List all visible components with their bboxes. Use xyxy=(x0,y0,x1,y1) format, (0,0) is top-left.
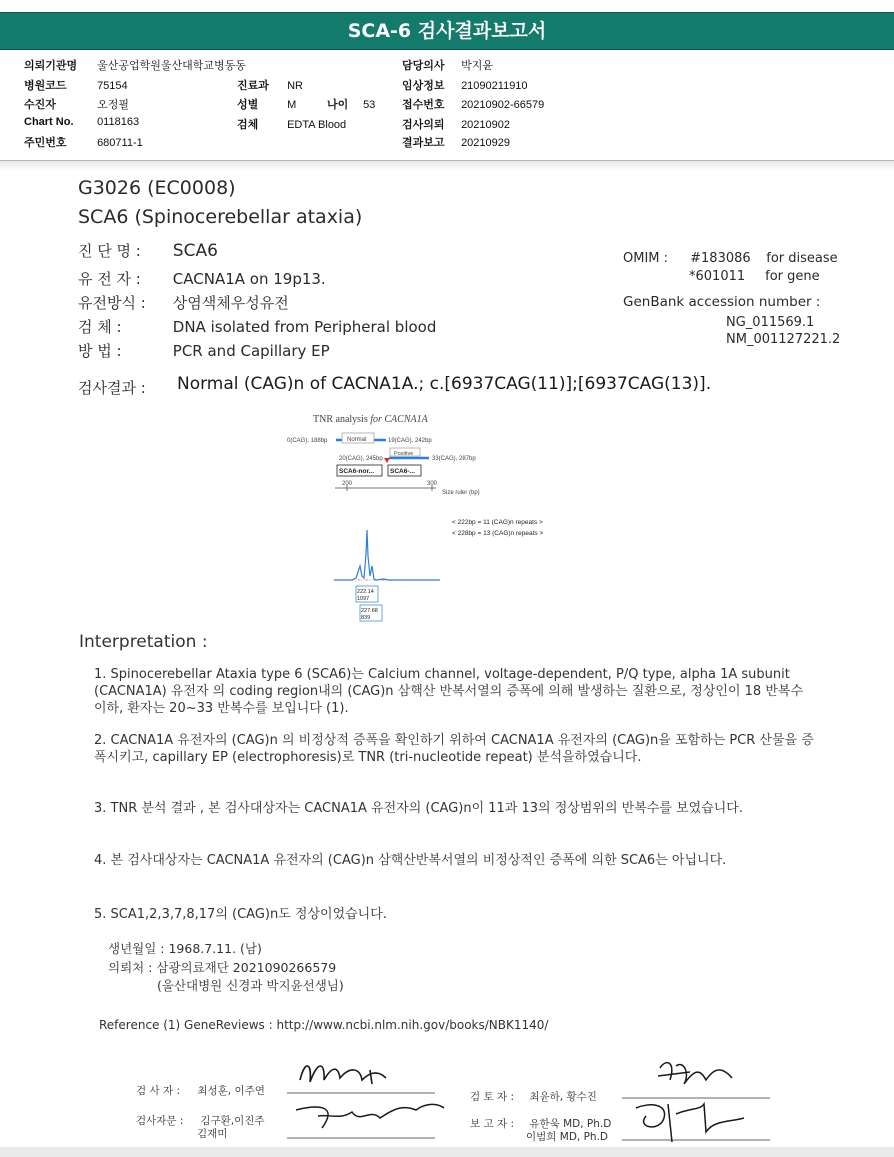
ruler-label: Size ruler (bp) xyxy=(442,490,480,496)
omim-desc: for disease xyxy=(766,251,838,266)
reviewer-names: 최윤하, 황수진 xyxy=(529,1091,597,1103)
reference-text: Reference (1) GeneReviews : http://www.ncbi.nlm.nih.gov/books/NBK1140/ xyxy=(99,1018,549,1032)
header-key: 결과보고 xyxy=(402,137,445,149)
header-value: 20210902-66579 xyxy=(461,99,545,111)
genbank-id-1: NM_001127221.2 xyxy=(726,332,841,347)
repeat-line-1: < 222bp = 11 (CAG)n repeats > xyxy=(452,519,543,526)
reporter-label: 보 고 자 : xyxy=(470,1118,514,1130)
peak-1-height: 1097 xyxy=(357,596,370,602)
field-label: 검 체 : xyxy=(78,318,122,336)
header-value: 울산공업학원울산대학교병동동 xyxy=(97,60,246,72)
trace-line xyxy=(334,530,440,580)
header-value: EDTA Blood xyxy=(287,119,347,131)
tag-sample-label: SCA6-... xyxy=(390,468,415,475)
header-value: 20210902 xyxy=(461,119,511,131)
interpretation-item-3: 3. TNR 분석 결과 , 본 검사대상자는 CACNA1A 유전자의 (CAG)n이 11과 13의 정상범위의 반복수를 보였습니다. xyxy=(94,801,743,816)
peak-2-size: 227.68 xyxy=(361,608,378,614)
field-value: 상염색체우성유전 xyxy=(172,294,289,312)
field-value: SCA6 xyxy=(172,241,218,261)
interpretation-item-4: 4. 본 검사대상자는 CACNA1A 유전자의 (CAG)n 삼핵산반복서열의 비정상적인 증폭에 의한 SCA6는 아닙니다. xyxy=(94,853,727,868)
header-key: 성별 xyxy=(237,99,259,111)
omim-id: #183086 xyxy=(690,251,751,266)
repeat-line-2: < 228bp = 13 (CAG)n repeats > xyxy=(452,530,544,537)
interpretation-heading: Interpretation : xyxy=(79,632,208,652)
report-title: SCA-6 검사결과보고서 xyxy=(347,20,547,42)
reviewer-label: 검 토 자 : xyxy=(470,1091,514,1103)
field-label: 방 법 : xyxy=(78,342,122,360)
reporter-names-2: 이범희 MD, Ph.D xyxy=(526,1131,608,1143)
normal-left-label: 0(CAG), 188bp xyxy=(287,438,328,444)
normal-box-label: Normal xyxy=(347,437,367,443)
omim-id: *601011 xyxy=(689,269,746,284)
tester-names: 최성훈, 이주연 xyxy=(197,1085,265,1097)
figure-title-b: for CACNA1A xyxy=(370,414,428,425)
positive-right-label: 33(CAG), 287bp xyxy=(432,456,476,462)
sample-marker xyxy=(384,458,390,463)
header-key: 담당의사 xyxy=(402,60,445,72)
header-key: 주민번호 xyxy=(24,137,67,149)
result-text: Normal (CAG)n of CACNA1A.; c.[6937CAG(11)];[6937CAG(13)]. xyxy=(177,374,712,394)
test-name: SCA6 (Spinocerebellar ataxia) xyxy=(78,206,363,228)
header-value: 75154 xyxy=(97,80,128,92)
positive-box-label: Positive xyxy=(394,451,414,457)
header-value: NR xyxy=(287,80,303,92)
omim-desc: for gene xyxy=(765,269,820,284)
interpretation-item-5: 5. SCA1,2,3,7,8,17의 (CAG)n도 정상이었습니다. xyxy=(94,907,387,922)
interpretation-item-1: 1. Spinocerebellar Ataxia type 6 (SCA6)는 Calcium channel, voltage-dependent, P/Q type, alpha 1A subunit (CACNA1A) 유전자 의 coding region내의 (CAG)n 삼핵산 반복서열의 증폭에 의해 발생하는 질환으로, 정상인이 18 반복수 이하, 환자는 20~33 반복수를 보입니다 (1). xyxy=(94,667,804,716)
genbank-label: GenBank accession number : xyxy=(623,294,821,310)
reporter-names-1: 유한욱 MD, Ph.D xyxy=(529,1118,612,1130)
header-key: 검체 xyxy=(237,119,259,131)
field-value: DNA isolated from Peripheral blood xyxy=(172,318,437,336)
field-label: 유전방식 : xyxy=(78,294,146,312)
header-key: 수진자 xyxy=(24,99,56,111)
signature-reporter xyxy=(636,1104,744,1142)
header-key: 검사의뢰 xyxy=(402,119,445,131)
header-value: 0118163 xyxy=(97,116,140,128)
peak-2-height: 839 xyxy=(361,615,371,621)
normal-right-label: 19(CAG), 242bp xyxy=(388,438,432,444)
genbank-id-0: NG_011569.1 xyxy=(726,315,815,330)
header-value: 21090211910 xyxy=(461,80,528,92)
figure-title-a: TNR analysis xyxy=(313,414,368,425)
peak-1-size: 222.14 xyxy=(357,589,374,595)
page-bottom-bar xyxy=(0,1147,894,1157)
header-key: 병원코드 xyxy=(24,80,67,92)
header-key: 나이 xyxy=(327,99,349,111)
header-value: 53 xyxy=(363,99,376,111)
patient-requester: 의뢰처 : 삼광의료재단 2021090266579 xyxy=(108,960,337,975)
header-key: 임상정보 xyxy=(402,80,445,92)
field-label: 유 전 자 : xyxy=(78,270,141,288)
field-label: 진 단 명 : xyxy=(78,242,141,260)
header-value: 20210929 xyxy=(461,137,511,149)
patient-doctor: (울산대병원 신경과 박지윤선생님) xyxy=(157,978,344,993)
interpretation-item-2: 2. CACNA1A 유전자의 (CAG)n 의 비정상적 증폭을 확인하기 위하여 CACNA1A 유전자의 (CAG)n을 포함하는 PCR 산물을 증폭시키고, capillary EP (electrophoresis)로 TNR (tri-nucleotide repeat) 분석을하였습니다. xyxy=(94,733,814,765)
header-value: 680711-1 xyxy=(97,137,143,149)
advisor-names-1: 김구환,이진주 xyxy=(200,1115,265,1127)
signature-advisor xyxy=(296,1104,444,1128)
tag-normal-label: SCA6-nor... xyxy=(339,468,375,475)
ruler-tick-200: 200 xyxy=(342,481,353,487)
signature-reviewer xyxy=(658,1063,732,1084)
header-value: M xyxy=(287,99,297,111)
header-key: 진료과 xyxy=(237,80,269,92)
field-value: CACNA1A on 19p13. xyxy=(172,270,326,288)
advisor-label: 검사자문 : xyxy=(136,1115,184,1127)
signature-tester xyxy=(300,1066,386,1084)
omim-label: OMIM : xyxy=(623,251,669,266)
advisor-names-2: 김재미 xyxy=(197,1128,228,1140)
header-key: 의뢰기관명 xyxy=(24,60,78,72)
tester-label: 검 사 자 : xyxy=(136,1085,180,1097)
reviewer-row xyxy=(470,1089,597,1104)
field-value: PCR and Capillary EP xyxy=(172,342,330,360)
positive-left-label: 20(CAG), 245bp xyxy=(339,456,383,462)
ruler-tick-300: 300 xyxy=(427,481,438,487)
tester-row xyxy=(136,1083,265,1098)
header-value: 오정필 xyxy=(97,99,129,111)
header-value: 박지윤 xyxy=(461,60,493,72)
figure-title xyxy=(313,414,429,425)
patient-birthdate: 생년월일 : 1968.7.11. (남) xyxy=(108,941,262,956)
result-label: 검사결과 : xyxy=(78,379,146,397)
test-code: G3026 (EC0008) xyxy=(78,177,236,199)
header-key: 접수번호 xyxy=(402,99,445,111)
header-key: Chart No. xyxy=(24,116,74,128)
